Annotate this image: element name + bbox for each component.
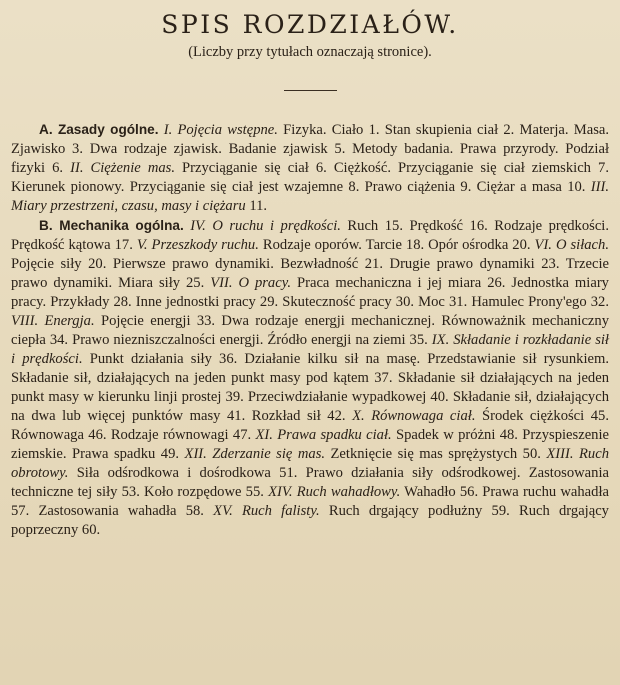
chapter-title: II. Ciężenie mas. [70, 160, 175, 176]
chapter-topics: Spadek w próżni 48. Przyspieszenie ziemskie. Prawa spadku 49. [11, 427, 609, 462]
chapter-topics: Pojęcie energji 33. Dwa rodzaje energji mechanicznej. Równoważnik mechaniczny ciepła 34. Prawo niezniszczalności energji. Źródło energji na ziemi 35. [11, 313, 609, 348]
chapter-topics: Ruch drgający podłużny 59. Ruch drgający poprzeczny 60. [11, 503, 609, 538]
chapter-topics: Środek ciężkości 45. Równowaga 46. Rodzaje równowagi 47. [11, 408, 609, 443]
chapter-title: IX. Składanie i rozkładanie sił i prędkości. [11, 332, 609, 367]
chapter-topics: Ruch 15. Prędkość 16. Rodzaje prędkości. Prędkość kątowa 17. [11, 218, 610, 253]
chapter-title: I. Pojęcia wstępne. [163, 122, 278, 138]
chapter-topics: Punkt działania siły 36. Działanie kilku sił na masę. Przedstawianie sił rysunkiem. Składanie sił, działających na jeden punkt masy pod kątem 37. Składanie sił działających na jeden punkt masy w kierunku linji prostej 39. Przeciwdziałanie wypadkowej 40. Składanie sił, działających na dwa lub więcej punktów masy 41. Rozkład sił 42. [11, 351, 609, 424]
chapter-title: IV. O ruchu i prędkości. [190, 218, 341, 234]
chapter-title: XII. Zderzanie się mas. [184, 446, 326, 462]
chapter-topics: Praca mechaniczna i jej miara 26. Jednostka miary pracy. Przykłady 28. Inne jednostki pracy 29. Skuteczność pracy 30. Moc 31. Hamulec Prony'ego 32. [11, 275, 609, 310]
chapter-topics: 11. [245, 198, 268, 214]
section-heading: B. Mechanika ogólna. [39, 218, 184, 233]
chapter-topics: Siła odśrodkowa i dośrodkowa 51. Prawo działania siły odśrodkowej. Zastosowania techniczne tej siły 53. Koło rozpędowe 55. [11, 465, 609, 500]
chapter-title: XV. Ruch falisty. [213, 503, 320, 519]
chapter-title: XI. Prawa spadku ciał. [255, 427, 392, 443]
section-heading: A. Zasady ogólne. [39, 122, 159, 137]
divider-rule [284, 90, 337, 91]
page-title: SPIS ROZDZIAŁÓW. [161, 10, 459, 39]
section-a [11, 120, 609, 216]
chapter-title: V. Przeszkody ruchu. [136, 237, 259, 253]
chapter-title: III. Miary przestrzeni, czasu, masy i ciężaru [11, 179, 609, 214]
chapter-title: XIV. Ruch wahadłowy. [268, 484, 401, 500]
contents-body [11, 120, 609, 540]
chapter-topics: Wahadło 56. Prawa ruchu wahadła 57. Zastosowania wahadła 58. [11, 484, 609, 519]
chapter-title: X. Równowaga ciał. [352, 408, 476, 424]
chapter-topics: Rodzaje oporów. Tarcie 18. Opór ośrodka 20. [258, 237, 535, 253]
page-subtitle: (Liczby przy tytułach oznaczają stronice). [188, 44, 432, 60]
chapter-topics: Zetknięcie się mas sprężystych 50. [325, 446, 547, 462]
chapter-title: XIII. Ruch obrotowy. [11, 446, 610, 481]
chapter-topics: Przyciąganie się ciał 6. Ciężkość. Przyciąganie się ciał ziemskich 7. Kierunek pionowy. Przyciąganie się ciał jest wzajemne 8. Prawo ciążenia 9. Ciężar a masa 10. [11, 160, 609, 195]
chapter-title: VI. O siłach. [534, 237, 609, 253]
section-b [11, 216, 609, 540]
chapter-topics: Pojęcie siły 20. Pierwsze prawo dynamiki. Bezwładność 21. Drugie prawo dynamiki 23. Trzecie prawo dynamiki. Miara siły 25. [11, 256, 609, 291]
chapter-title: VII. O pracy. [210, 275, 292, 291]
chapter-title: VIII. Energja. [11, 313, 95, 329]
chapter-topics: Fizyka. Ciało 1. Stan skupienia ciał 2. Materja. Masa. Zjawisko 3. Dwa rodzaje zjawisk. Badanie zjawisk 5. Metody badania. Prawa przyrody. Podział fizyki 6. [11, 122, 610, 176]
